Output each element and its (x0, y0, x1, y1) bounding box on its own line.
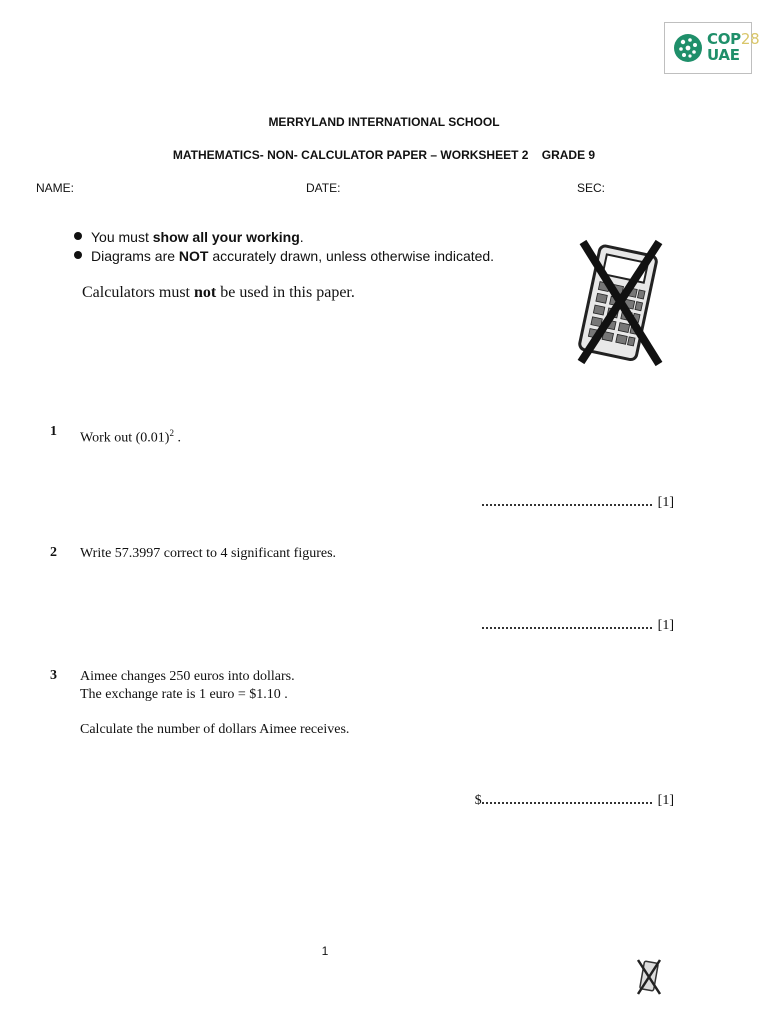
date-label: DATE: (306, 181, 341, 195)
school-name: MERRYLAND INTERNATIONAL SCHOOL (268, 115, 500, 129)
question-1-marks: [1] (657, 495, 674, 510)
question-3-answer-line[interactable] (475, 791, 674, 809)
question-3-marks: [1] (657, 793, 674, 808)
answer-dotted-line[interactable] (482, 616, 652, 629)
question-1-answer-line[interactable] (482, 493, 674, 511)
cop28-logo (664, 22, 760, 74)
question-2-marks: [1] (657, 618, 674, 633)
question-3-number: 3 (50, 668, 57, 683)
question-3-line-2: The exchange rate is 1 euro = $1.10 . (80, 687, 288, 702)
small-no-calculator-icon (634, 956, 664, 996)
name-label: NAME: (36, 181, 75, 195)
page-number: 1 (321, 944, 329, 958)
question-3-line-3: Calculate the number of dollars Aimee receives. (80, 722, 350, 737)
cop28-globe-icon (673, 33, 703, 63)
instruction-diagrams: Diagrams are NOT accurately drawn, unless otherwise indicated. (74, 248, 494, 264)
section-label: SEC: (577, 181, 606, 195)
question-3-line-1: Aimee changes 250 euros into dollars. (80, 669, 295, 684)
instruction-working: You must show all your working. (74, 229, 304, 245)
question-1-number: 1 (50, 424, 57, 439)
calculator-instruction: Calculators must not be used in this paper. (82, 284, 355, 301)
no-calculator-icon (573, 236, 665, 370)
paper-title: MATHEMATICS- NON- CALCULATOR PAPER – WORKSHEET 2 GRADE 9 (172, 148, 596, 162)
answer-dotted-line[interactable] (482, 493, 652, 506)
cop28-logo-text: COP28 UAE (707, 30, 760, 64)
question-2-number: 2 (50, 545, 57, 560)
dollar-prefix: $ (474, 793, 482, 808)
answer-dotted-line[interactable] (482, 791, 652, 804)
bullet-icon (74, 232, 82, 240)
question-2-answer-line[interactable] (482, 616, 674, 634)
bullet-icon (74, 251, 82, 259)
question-1-text: Work out $(0.01)^2$ . (80, 428, 181, 446)
question-2-text: Write 57.3997 correct to 4 significant figures. (80, 546, 337, 561)
